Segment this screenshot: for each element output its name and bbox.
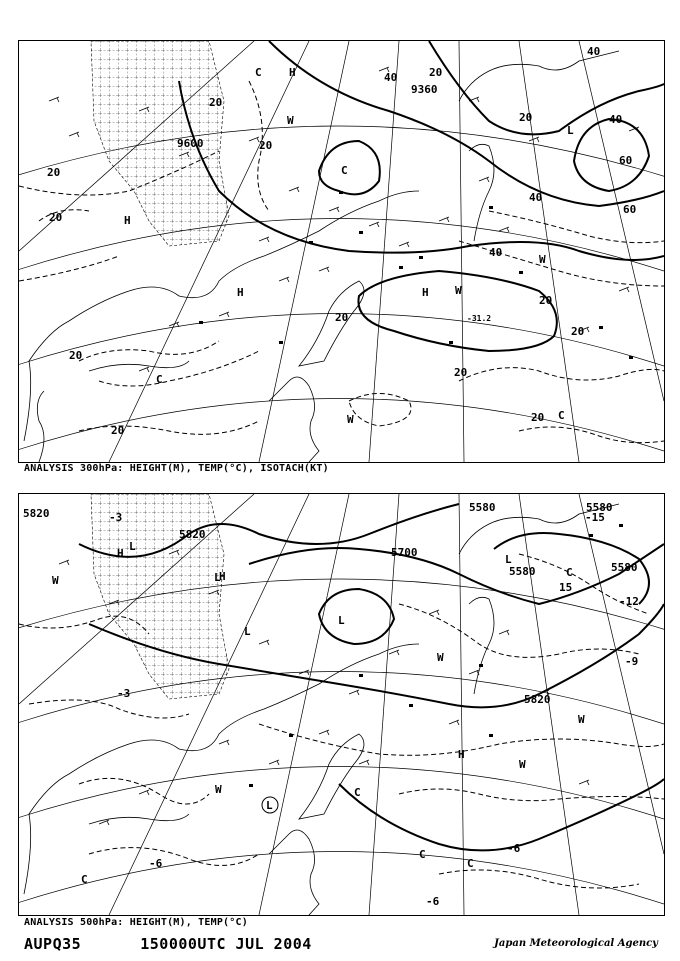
caption-300hpa: ANALYSIS 300hPa: HEIGHT(M), TEMP(°C), ISOTACH(KT) xyxy=(24,463,329,474)
chart-valid-time: 150000UTC JUL 2004 xyxy=(140,935,312,953)
height-label-9600: 9600 xyxy=(177,137,204,150)
temperature-label: -3 xyxy=(117,687,131,700)
low-center-symbol: L xyxy=(266,799,273,812)
low-center-symbol: L xyxy=(338,614,345,627)
isotach-label: 40 xyxy=(609,113,623,126)
warm-center-symbol: W xyxy=(215,783,222,796)
cold-center-symbol: C xyxy=(467,857,474,870)
cold-center-symbol: C xyxy=(156,373,163,386)
height-label-5580: 5580 xyxy=(611,561,638,574)
isotach-label: 20 xyxy=(259,139,273,152)
isotach-label: 20 xyxy=(111,424,125,437)
low-center-symbol: L xyxy=(505,553,512,566)
chart-code: AUPQ35 xyxy=(24,935,82,953)
chart-id-footer xyxy=(24,935,312,953)
isotach-label: 60 xyxy=(619,154,633,167)
agency-credit: Japan Meteorological Agency xyxy=(494,938,658,949)
isotach-label: 60 xyxy=(623,203,637,216)
caption-500hpa: ANALYSIS 500hPa: HEIGHT(M), TEMP(°C) xyxy=(24,917,248,928)
height-label-5700: 5700 xyxy=(391,546,418,559)
cold-center-symbol: C xyxy=(354,786,361,799)
isotach-label: 20 xyxy=(209,96,223,109)
high-center-symbol: H xyxy=(422,286,429,299)
cold-center-symbol: C xyxy=(255,66,262,79)
isotach-label: 20 xyxy=(47,166,61,179)
temperature-label: -6 xyxy=(426,895,440,908)
cold-center-symbol: C xyxy=(341,164,348,177)
height-label-9360: 9360 xyxy=(411,83,438,96)
temperature-label: -31.2 xyxy=(467,314,492,323)
height-label-5580: 5580 xyxy=(509,565,536,578)
low-center-symbol: L xyxy=(129,540,136,553)
terrain-mask-area xyxy=(91,41,229,246)
height-label-5820: 5820 xyxy=(524,693,551,706)
temperature-label: -3 xyxy=(109,511,123,524)
high-center-symbol: H xyxy=(237,286,244,299)
isotach-label: 40 xyxy=(384,71,398,84)
high-center-symbol: H xyxy=(124,214,131,227)
isotach-label: 40 xyxy=(529,191,543,204)
low-center-symbol: L xyxy=(567,124,574,137)
isotach-label: 20 xyxy=(519,111,533,124)
cold-center-symbol: C xyxy=(81,873,88,886)
warm-center-symbol: W xyxy=(347,413,354,426)
height-label-5580: 5580 xyxy=(586,501,613,514)
cold-center-symbol: C xyxy=(419,848,426,861)
warm-center-symbol: W xyxy=(578,713,585,726)
warm-center-symbol: W xyxy=(437,651,444,664)
cold-center-symbol: C xyxy=(566,566,573,579)
cold-center-symbol: C xyxy=(558,409,565,422)
height-label-5820: 5820 xyxy=(23,507,50,520)
map-panel-300hpa xyxy=(18,40,665,463)
temperature-label: -9 xyxy=(625,655,639,668)
map-panel-500hpa xyxy=(18,493,665,916)
isotach-label: 20 xyxy=(429,66,443,79)
isotach-label: 20 xyxy=(571,325,585,338)
height-label-5820: 5820 xyxy=(179,528,206,541)
isotach-label: 40 xyxy=(489,246,503,259)
isotach-label: 20 xyxy=(335,311,349,324)
temperature-label: -15 xyxy=(585,511,605,524)
isotach-label: 20 xyxy=(531,411,545,424)
warm-center-symbol: W xyxy=(539,253,546,266)
temperature-label: -12 xyxy=(619,595,639,608)
high-center-symbol: H xyxy=(117,547,124,560)
high-center-symbol: H xyxy=(289,66,296,79)
high-center-symbol: H xyxy=(458,748,465,761)
warm-center-symbol: W xyxy=(519,758,526,771)
isotach-label: 20 xyxy=(539,294,553,307)
isotach-label: 20 xyxy=(49,211,63,224)
warm-center-symbol: W xyxy=(52,574,59,587)
isotach-label: 20 xyxy=(69,349,83,362)
low-center-symbol: L xyxy=(214,571,221,584)
low-center-symbol: L xyxy=(244,625,251,638)
isotach-label: 40 xyxy=(587,45,601,58)
station-plots xyxy=(199,191,633,359)
temperature-label: -6 xyxy=(507,842,521,855)
map-300hpa-chart xyxy=(19,41,664,462)
height-label-5580: 5580 xyxy=(469,501,496,514)
temperature-label: 15 xyxy=(559,581,573,594)
isotach-label: 20 xyxy=(454,366,468,379)
warm-center-symbol: W xyxy=(455,284,462,297)
warm-center-symbol: W xyxy=(287,114,294,127)
high-center-symbol: H xyxy=(219,570,226,583)
temperature-label: -6 xyxy=(149,857,163,870)
map-500hpa-chart xyxy=(19,494,664,915)
